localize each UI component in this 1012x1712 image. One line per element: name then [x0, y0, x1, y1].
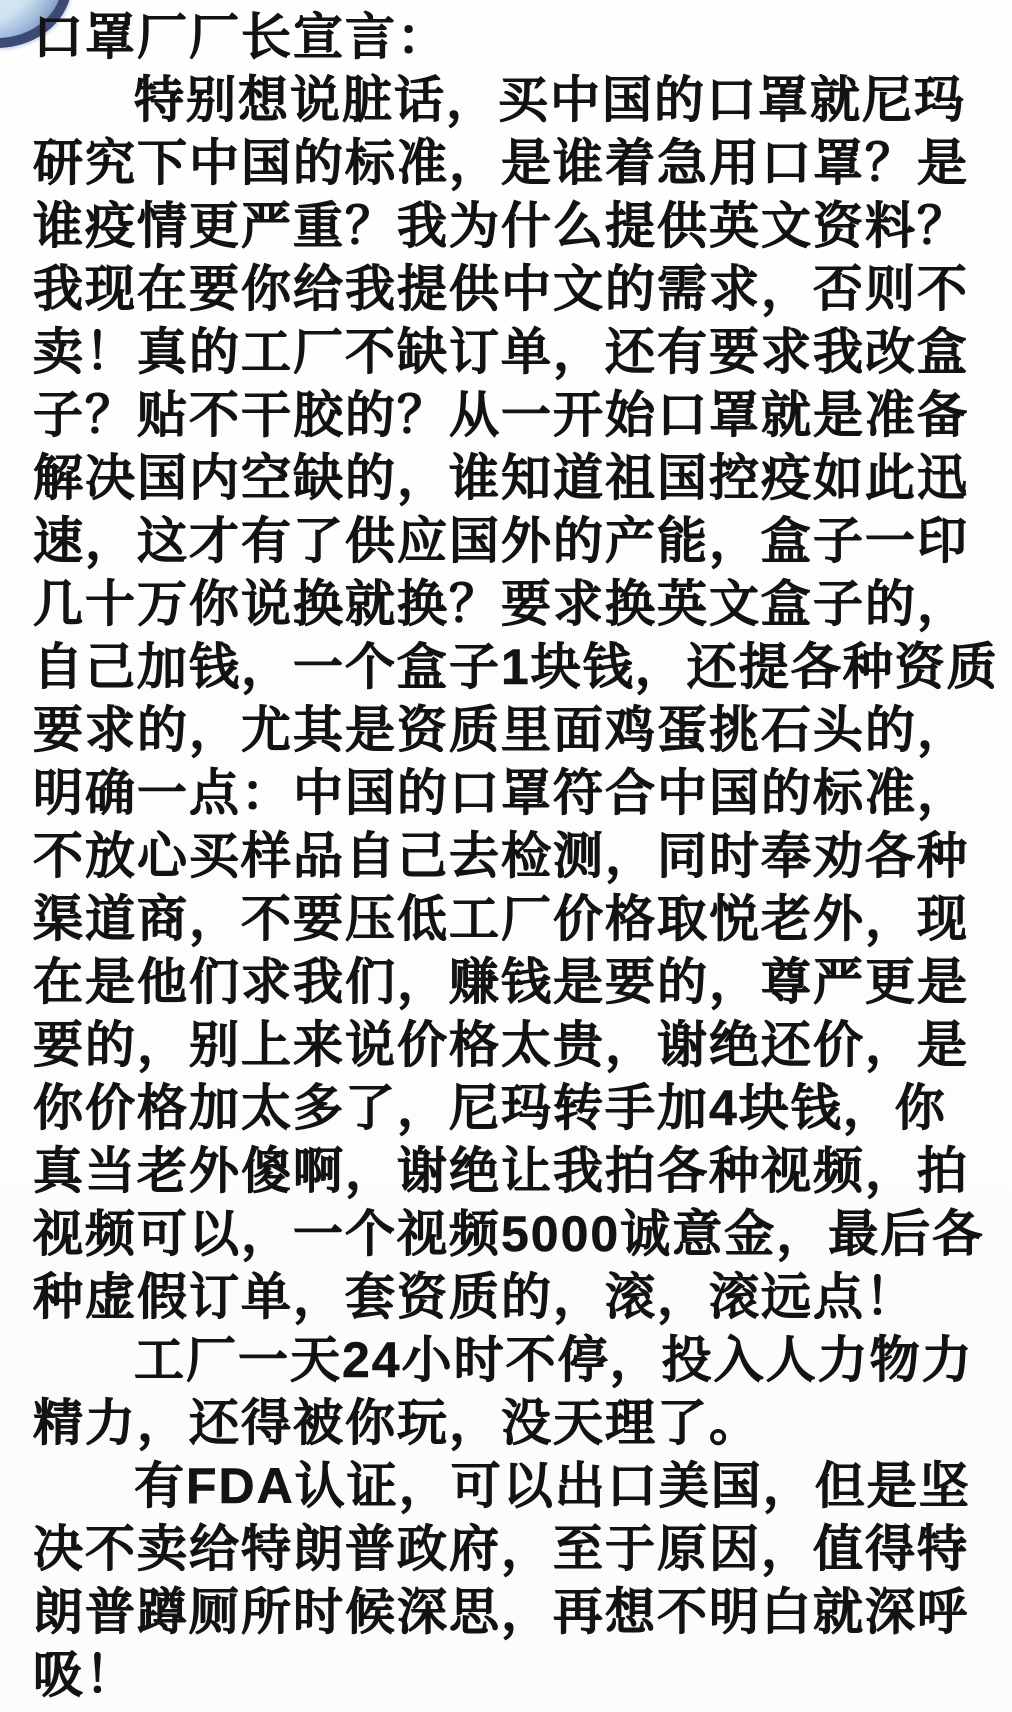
text-line: 精力，还得被你玩，没天理了。: [33, 1395, 761, 1451]
text-line: 自己加钱，一个盒子1块钱，还提各种资质: [33, 639, 999, 695]
text-line: 种虚假订单，套资质的，滚，滚远点！: [33, 1269, 917, 1325]
text-line: 研究下中国的标准，是谁着急用口罩？是: [33, 135, 969, 191]
text-line: 朗普蹲厕所时候深思，再想不明白就深呼: [33, 1584, 969, 1640]
text-line: 谁疫情更严重？我为什么提供英文资料？: [33, 198, 969, 254]
text-line: 特别想说脏话，买中国的口罩就尼玛: [134, 72, 966, 128]
text-line: 几十万你说换就换？要求换英文盒子的，: [33, 576, 969, 632]
text-line: 吸！: [33, 1647, 137, 1703]
text-line: 速，这才有了供应国外的产能，盒子一印: [33, 513, 969, 569]
text-line: 子？贴不干胶的？从一开始口罩就是准备: [33, 387, 969, 443]
text-line: 渠道商，不要压低工厂价格取悦老外，现: [33, 891, 969, 947]
text-line: 要的，别上来说价格太贵，谢绝还价，是: [33, 1017, 969, 1073]
post-text: [33, 6, 999, 1707]
text-line: 决不卖给特朗普政府，至于原因，值得特: [33, 1521, 969, 1577]
text-line: 卖！真的工厂不缺订单，还有要求我改盒: [33, 324, 969, 380]
text-line: 要求的，尤其是资质里面鸡蛋挑石头的，: [33, 702, 969, 758]
text-line: 真当老外傻啊，谢绝让我拍各种视频，拍: [33, 1143, 969, 1199]
text-line: 解决国内空缺的，谁知道祖国控疫如此迅: [33, 450, 969, 506]
text-line: 我现在要你给我提供中文的需求，否则不: [33, 261, 969, 317]
text-line: 工厂一天24小时不停，投入人力物力: [134, 1332, 974, 1388]
text-line: 你价格加太多了，尼玛转手加4块钱，你: [33, 1080, 947, 1136]
text-line: 不放心买样品自己去检测，同时奉劝各种: [33, 828, 969, 884]
text-line: 在是他们求我们，赚钱是要的，尊严更是: [33, 954, 969, 1010]
text-line: 口罩厂厂长宣言：: [33, 9, 449, 65]
text-line: 明确一点：中国的口罩符合中国的标准，: [33, 765, 969, 821]
text-line: 有FDA认证，可以出口美国，但是坚: [134, 1458, 971, 1514]
text-line: 视频可以，一个视频5000诚意金，最后各: [33, 1206, 985, 1262]
